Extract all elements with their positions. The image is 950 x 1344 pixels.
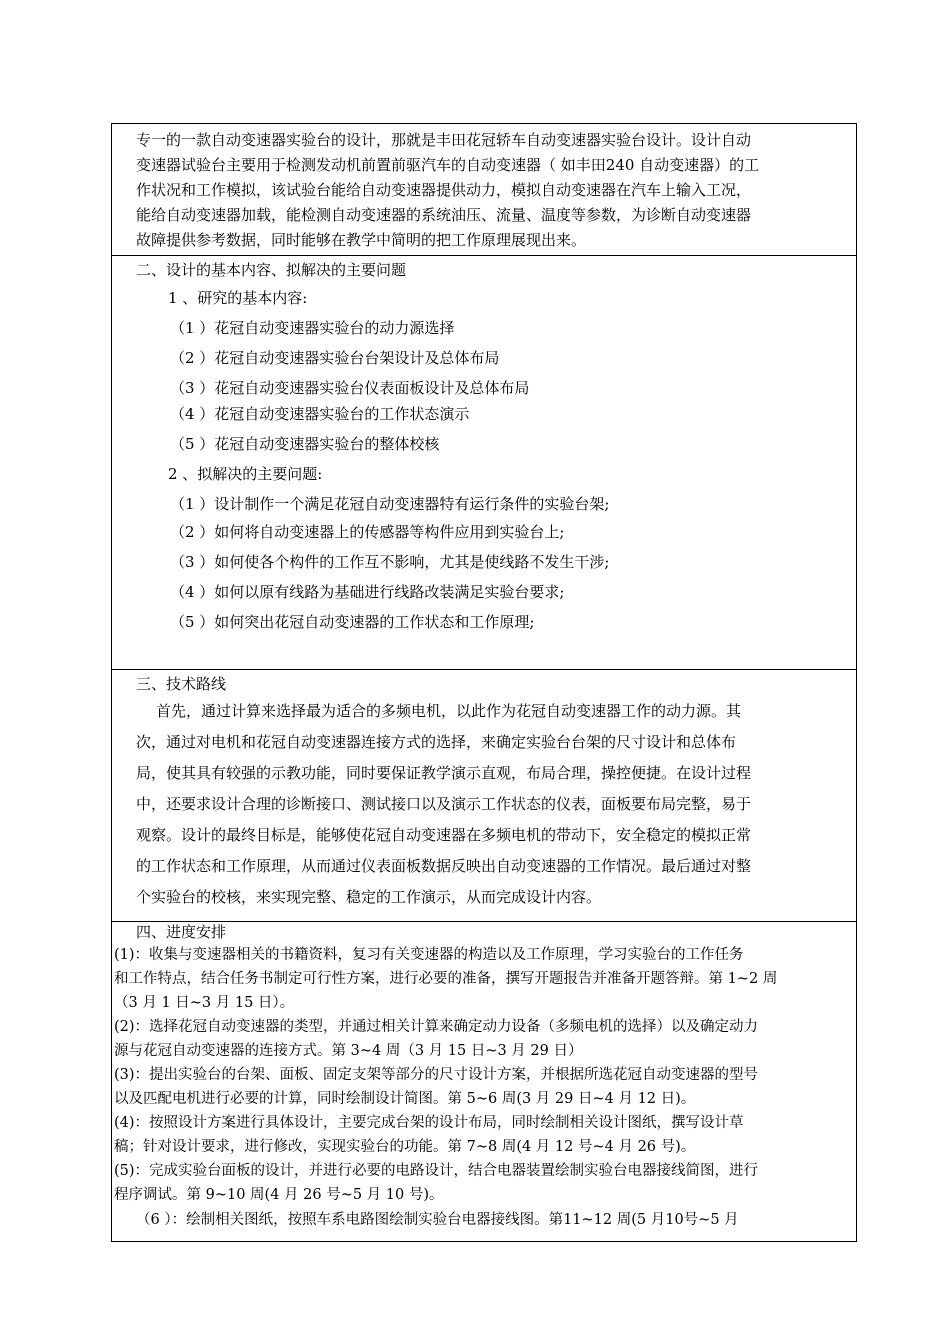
schedule-line: 和工作特点，结合任务书制定可行性方案，进行必要的准备，撰写开题报告并准备开题答辩。第 1~2 周 [114, 971, 778, 987]
schedule-line: (2)：选择花冠自动变速器的类型，并通过相关计算来确定动力设备（多频电机的选择）以及确定动力 [114, 1019, 759, 1035]
schedule-line: 源与花冠自动变速器的连接方式。第 3~4 周（3 月 15 日~3 月 29 日） [114, 1043, 583, 1059]
section3-line: 中，还要求设计合理的诊断接口、测试接口以及演示工作状态的仪表，面板要布局完整，易于 [136, 795, 752, 813]
intro-line: 作状况和工作模拟，该试验台能给自动变速器提供动力，模拟自动变速器在汽车上输入工况， [136, 181, 752, 199]
intro-cell [112, 124, 856, 255]
intro-line: 专一的一款自动变速器实验台的设计，那就是丰田花冠轿车自动变速器实验台设计。设计自动 [136, 131, 752, 149]
section2-sub2: 2 、拟解决的主要问题: [168, 465, 323, 483]
intro-line: 能给自动变速器加载，能检测自动变速器的系统油压、流量、温度等参数，为诊断自动变速器 [136, 206, 752, 224]
schedule-line: (4)：按照设计方案进行具体设计，主要完成台架的设计布局，同时绘制相关设计图纸，撰写设计草 [114, 1115, 744, 1131]
section4-heading: 四、进度安排 [136, 923, 227, 941]
problem-item: （1 ）设计制作一个满足花冠自动变速器特有运行条件的实验台架; [170, 495, 610, 513]
section2-heading: 二、设计的基本内容、拟解决的主要问题 [136, 261, 407, 279]
schedule-line: 程序调试。第 9~10 周(4 月 26 号~5 月 10 号)。 [114, 1187, 444, 1203]
problem-item: （3 ）如何使各个构件的工作互不影响，尤其是使线路不发生干涉; [170, 553, 610, 571]
problem-item: （5 ）如何突出花冠自动变速器的工作状态和工作原理; [170, 613, 535, 631]
content-item: （5 ）花冠自动变速器实验台的整体校核 [170, 435, 440, 453]
content-item: （2 ）花冠自动变速器实验台台架设计及总体布局 [170, 349, 500, 367]
schedule-line: 以及匹配电机进行必要的计算，同时绘制设计简图。第 5~6 周(3 月 29 日~4 月 12 日)。 [114, 1091, 696, 1107]
section3-line: 次，通过对电机和花冠自动变速器连接方式的选择，来确定实验台台架的尺寸设计和总体布 [136, 733, 737, 751]
section2-sub1: 1 、研究的基本内容: [168, 289, 308, 307]
schedule-line: (5)：完成实验台面板的设计，并进行必要的电路设计，结合电器装置绘制实验台电器接线简图，进行 [114, 1163, 759, 1179]
intro-line: 变速器试验台主要用于检测发动机前置前驱汽车的自动变速器（ 如丰田240 自动变速器）的工 [136, 156, 760, 174]
content-item: （3 ）花冠自动变速器实验台仪表面板设计及总体布局 [170, 379, 530, 397]
section3-heading: 三、技术路线 [136, 675, 227, 693]
form-table [111, 123, 857, 1242]
section3-line: 的工作状态和工作原理，从而通过仪表面板数据反映出自动变速器的工作情况。最后通过对整 [136, 857, 752, 875]
section2-cell [112, 256, 856, 669]
content-item: （4 ）花冠自动变速器实验台的工作状态演示 [170, 405, 470, 423]
schedule-line: (1)：收集与变速器相关的书籍资料，复习有关变速器的构造以及工作原理，学习实验台的工作任务 [114, 947, 744, 963]
problem-item: （4 ）如何以原有线路为基础进行线路改装满足实验台要求; [170, 583, 565, 601]
schedule-line: (3)：提出实验台的台架、面板、固定支架等部分的尺寸设计方案，并根据所选花冠自动变速器的型号 [114, 1067, 759, 1083]
section3-line: 首先，通过计算来选择最为适合的多频电机，以此作为花冠自动变速器工作的动力源。其 [156, 702, 742, 720]
section3-line: 局，使其具有较强的示教功能，同时要保证教学演示直观，布局合理，操控便捷。在设计过程 [136, 764, 752, 782]
schedule-line: 稿；针对设计要求，进行修改，实现实验台的功能。第 7~8 周(4 月 12 号~4 月 26 号)。 [114, 1139, 696, 1155]
section3-line: 个实验台的校核，来实现完整、稳定的工作演示，从而完成设计内容。 [136, 888, 602, 906]
schedule-line: （3 月 1 日~3 月 15 日）。 [114, 995, 295, 1011]
content-item: （1 ）花冠自动变速器实验台的动力源选择 [170, 319, 455, 337]
problem-item: （2 ）如何将自动变速器上的传感器等构件应用到实验台上; [170, 523, 565, 541]
intro-line: 故障提供参考数据，同时能够在教学中简明的把工作原理展现出来。 [136, 231, 587, 249]
section3-line: 观察。设计的最终目标是，能够使花冠自动变速器在多频电机的带动下，安全稳定的模拟正常 [136, 826, 752, 844]
schedule-line: （6 ）：绘制相关图纸，按照车系电路图绘制实验台电器接线图。第11~12 周(5 月10号~5 月 [136, 1212, 739, 1228]
section4-cell [112, 922, 856, 1241]
section3-cell [112, 670, 856, 921]
